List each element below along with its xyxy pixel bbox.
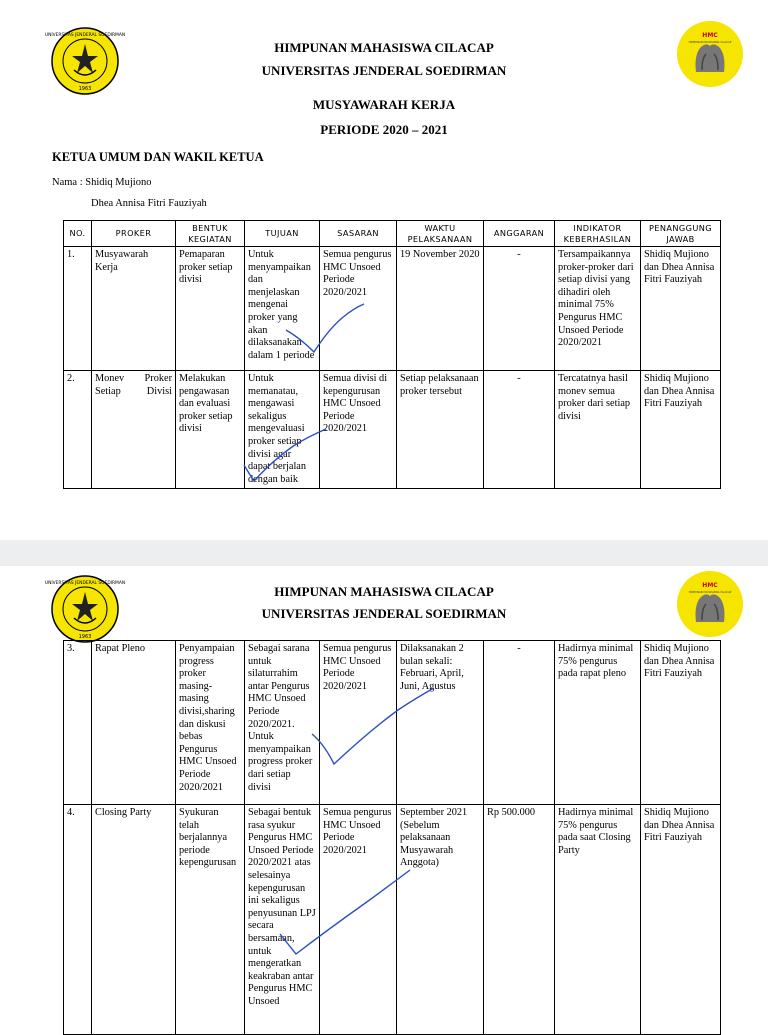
header-cell: INDIKATOR KEBERHASILAN [555,221,641,247]
header-line1: HIMPUNAN MAHASISWA CILACAP [274,40,494,55]
hmc-logo [676,570,744,638]
header-cell: PROKER [92,221,176,247]
cell-tujuan: Sebagai sarana untuk silaturrahim antar Pengurus HMC Unsoed Periode 2020/2021. Untuk menyampaikan progress proker dari setiap divisi [245,641,320,805]
cell-bentuk: Penyampaian progress proker masing-masing divisi,sharing dan diskusi bebas Pengurus HMC Unsoed Periode 2020/2021 [176,641,245,805]
cell-waktu: 19 November 2020 [397,247,484,371]
hmc-logo-sub: HIMPUNAN MAHASISWA CILACAP [688,41,732,44]
header-cell: PENANGGUNG JAWAB [641,221,721,247]
cell-sasaran: Semua pengurus HMC Unsoed Periode 2020/2021 [320,247,397,371]
cell-no: 4. [64,805,92,1035]
table-row [64,371,721,489]
university-logo-year: 1963 [78,634,92,640]
header-line1: HIMPUNAN MAHASISWA CILACAP [274,584,494,599]
cell-proker: Closing Party [92,805,176,1035]
name-line: Nama : Shidiq Mujiono [52,177,152,188]
document-title: MUSYAWARAH KERJA [312,97,456,112]
cell-anggaran: - [484,247,555,371]
hmc-logo-sub: HIMPUNAN MAHASISWA CILACAP [688,591,732,594]
cell-pj: Shidiq Mujiono dan Dhea Annisa Fitri Fauziyah [641,805,721,1035]
cell-sasaran: Semua pengurus HMC Unsoed Periode 2020/2021 [320,805,397,1035]
cell-anggaran: - [484,641,555,805]
university-logo [44,26,126,96]
name-line-2: Dhea Annisa Fitri Fauziyah [91,198,207,209]
cell-bentuk: Syukuran telah berjalannya periode kepengurusan [176,805,245,1035]
cell-sasaran: Semua divisi di kepengurusan HMC Unsoed Periode 2020/2021 [320,371,397,489]
cell-pj: Shidiq Mujiono dan Dhea Annisa Fitri Fauziyah [641,371,721,489]
cell-no: 3. [64,641,92,805]
hmc-logo-text: HMC [702,582,718,589]
cell-proker: Musyawarah Kerja [92,247,176,371]
program-table-2 [63,640,721,1035]
header-cell: ANGGARAN [484,221,555,247]
cell-tujuan: Untuk memanatau, mengawasi sekaligus mengevaluasi proker setiap divisi agar dapat berjalan dengan baik [245,371,320,489]
table-row [64,641,721,805]
university-logo-text: UNIVERSITAS JENDERAL SOEDIRMAN [44,33,126,38]
cell-tujuan: Sebagai bentuk rasa syukur Pengurus HMC Unsoed Periode 2020/2021 atas selesainya kepengurusan ini sekaligus penyusunan LPJ secara bersamaan, untuk mengeratkan keakraban antar Pengurus HMC Unsoed [245,805,320,1035]
page-2 [0,566,768,1024]
cell-proker: Rapat Pleno [92,641,176,805]
cell-indikator: Hadirnya minimal 75% pengurus pada saat Closing Party [555,805,641,1035]
cell-indikator: Tercatatnya hasil monev semua proker dari setiap divisi [555,371,641,489]
table-row [64,247,721,371]
header-line2: UNIVERSITAS JENDERAL SOEDIRMAN [261,63,507,78]
header-cell: TUJUAN [245,221,320,247]
university-logo-year: 1963 [78,86,92,92]
cell-anggaran: - [484,371,555,489]
program-table-1 [63,220,721,489]
cell-indikator: Tersampaikannya proker-proker dari setiap divisi yang dihadiri oleh minimal 75% Pengurus HMC Unsoed Periode 2020/2021 [555,247,641,371]
cell-no: 2. [64,371,92,489]
page-separator [0,540,768,566]
cell-waktu: Setiap pelaksanaan proker tersebut [397,371,484,489]
header-line2: UNIVERSITAS JENDERAL SOEDIRMAN [261,606,507,621]
cell-no: 1. [64,247,92,371]
cell-bentuk: Pemaparan proker setiap divisi [176,247,245,371]
cell-pj: Shidiq Mujiono dan Dhea Annisa Fitri Fauziyah [641,247,721,371]
university-logo-text: UNIVERSITAS JENDERAL SOEDIRMAN [44,581,126,586]
cell-proker: Monev Proker Setiap Divisi [92,371,176,489]
cell-waktu: Dilaksanakan 2 bulan sekali: Februari, April, Juni, Agustus [397,641,484,805]
header-cell: SASARAN [320,221,397,247]
section-heading: KETUA UMUM DAN WAKIL KETUA [52,150,264,164]
table-row [64,805,721,1035]
cell-tujuan: Untuk menyampaikan dan menjelaskan mengenai proker yang akan dilaksanakan dalam 1 periode [245,247,320,371]
cell-anggaran: Rp 500.000 [484,805,555,1035]
header-cell: WAKTU PELAKSANAAN [397,221,484,247]
cell-bentuk: Melakukan pengawasan dan evaluasi proker setiap divisi [176,371,245,489]
document-period: PERIODE 2020 – 2021 [320,122,448,137]
table-header-row [64,221,721,247]
header-cell: BENTUK KEGIATAN [176,221,245,247]
cell-sasaran: Semua pengurus HMC Unsoed Periode 2020/2021 [320,641,397,805]
header-cell: NO. [64,221,92,247]
cell-waktu: September 2021 (Sebelum pelaksanaan Musyawarah Anggota) [397,805,484,1035]
cell-pj: Shidiq Mujiono dan Dhea Annisa Fitri Fauziyah [641,641,721,805]
hmc-logo-text: HMC [702,32,718,39]
cell-indikator: Hadirnya minimal 75% pengurus pada rapat pleno [555,641,641,805]
